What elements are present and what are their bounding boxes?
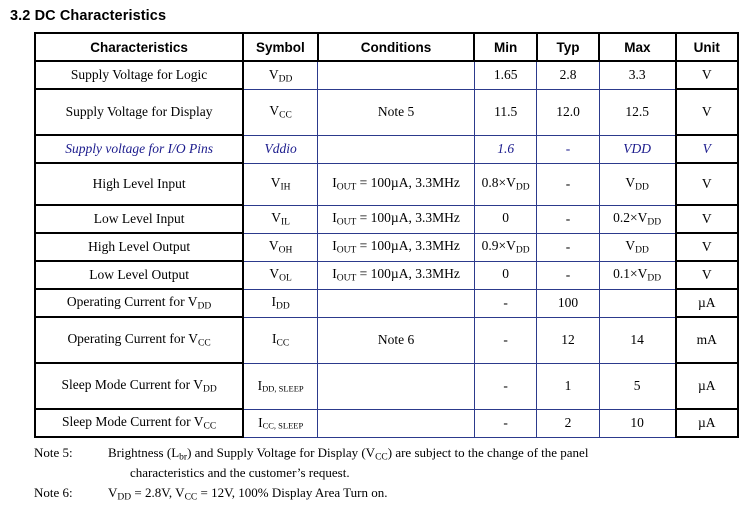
cell-unit: V [676,233,738,261]
min-subscript: DD [515,182,530,193]
symbol-base: I [271,294,277,310]
cell-characteristic: High Level Input [35,163,243,205]
cell-min: - [474,409,536,437]
cell-min [474,163,536,205]
cell-min [474,233,536,261]
col-header-unit: Unit [676,33,738,61]
max-value: V [625,238,636,254]
symbol-base: V [268,66,279,82]
cell-symbol [243,61,317,89]
cell-max [599,289,675,317]
cell-typ: - [537,261,599,289]
cell-min: 11.5 [474,89,536,135]
cell-characteristic: Low Level Output [35,261,243,289]
cell-characteristic [35,363,243,409]
conditions-subscript: OUT [336,245,357,256]
cell-typ: 12.0 [537,89,599,135]
cell-symbol [243,205,317,233]
cell-unit: V [676,163,738,205]
max-subscript: DD [635,182,649,193]
cell-conditions [318,61,475,89]
table-row [35,409,738,437]
note-6-line1-b: = 2.8V, V [131,484,185,500]
table-header [35,33,738,61]
max-value: 0.2×V [613,210,648,226]
cell-symbol [243,261,317,289]
max-subscript: DD [647,273,662,284]
max-value: V [625,175,636,191]
table-row [35,89,738,135]
note-6-line1-c: = 12V, 100% Display Area Turn on. [197,484,388,500]
cell-characteristic: Supply voltage for I/O Pins [35,135,243,163]
cell-unit: µA [676,409,738,437]
cell-unit: V [676,205,738,233]
note-6 [34,484,732,504]
conditions-symbol: I [332,210,337,226]
cell-unit: µA [676,289,738,317]
table-row [35,61,738,89]
table-row [35,317,738,363]
min-value: 0 [502,210,510,226]
note-6-sub-dd: DD [117,492,132,503]
note-5-label: Note 5: [34,445,73,460]
conditions-subscript: OUT [336,217,357,228]
cell-conditions: Note 6 [318,317,475,363]
characteristic-subscript: CC [203,421,217,432]
table-notes [34,444,732,504]
cell-max: 5 [599,363,675,409]
cell-characteristic [35,409,243,437]
table-body [35,61,738,437]
col-header-characteristics: Characteristics [35,33,243,61]
table-row [35,163,738,205]
cell-typ: 12 [537,317,599,363]
min-value: 0 [502,266,510,282]
cell-typ: - [537,205,599,233]
table-row [35,233,738,261]
min-value: 0.9×V [481,238,516,254]
cell-max [599,233,675,261]
cell-conditions [318,205,475,233]
cell-max: 3.3 [599,61,675,89]
note-5-line1-b: ) and Supply Voltage for Display (V [187,445,376,460]
characteristic-subscript: CC [198,338,211,349]
cell-symbol [243,89,317,135]
symbol-base: I [257,378,263,393]
cell-min [474,205,536,233]
note-5-sub-br: br [179,452,188,463]
table-row [35,261,738,289]
conditions-text: = 100µA, 3.3MHz [356,266,460,282]
cell-symbol [243,289,317,317]
cell-typ: 1 [537,363,599,409]
symbol-base: V [269,103,280,119]
symbol-subscript: DD [276,301,290,312]
cell-max [599,261,675,289]
cell-min: - [474,363,536,409]
characteristic-subscript: DD [202,384,217,395]
max-value: 0.1×V [613,266,648,282]
conditions-symbol: I [332,266,337,282]
cell-typ: - [537,135,599,163]
cell-conditions [318,289,475,317]
characteristic-text: Operating Current for V [67,331,199,347]
max-subscript: DD [647,217,662,228]
cell-min: 1.6 [474,135,536,163]
cell-unit: µA [676,363,738,409]
cell-typ: 100 [537,289,599,317]
note-5 [34,444,732,482]
cell-symbol [243,409,317,437]
symbol-subscript: CC, SLEEP [262,420,304,431]
page-title: 3.2 DC Characteristics [10,8,167,24]
cell-unit: V [676,61,738,89]
symbol-base: I [258,415,263,430]
cell-min [474,261,536,289]
col-header-conditions: Conditions [318,33,475,61]
min-subscript: DD [515,245,530,256]
conditions-text: = 100µA, 3.3MHz [356,175,460,191]
note-6-sub-cc: CC [184,492,198,503]
cell-conditions [318,363,475,409]
characteristic-text: Sleep Mode Current for V [61,377,203,393]
cell-unit: V [676,261,738,289]
cell-symbol [243,233,317,261]
col-header-typ: Typ [537,33,599,61]
cell-max [599,205,675,233]
cell-symbol: Vddio [243,135,317,163]
note-5-sub-cc: CC [375,452,388,463]
cell-characteristic: High Level Output [35,233,243,261]
cell-max: 12.5 [599,89,675,135]
max-subscript: DD [635,245,649,256]
cell-conditions [318,233,475,261]
note-6-label: Note 6: [34,484,73,500]
cell-symbol [243,317,317,363]
cell-characteristic: Low Level Input [35,205,243,233]
table-row [35,363,738,409]
cell-conditions: Note 5 [318,89,475,135]
symbol-subscript: DD, SLEEP [262,383,304,394]
cell-typ: 2.8 [537,61,599,89]
symbol-base: V [271,210,282,226]
conditions-subscript: OUT [336,273,357,284]
min-value: 0.8×V [481,175,516,191]
cell-unit: V [676,89,738,135]
note-5-line1-a: Brightness (L [108,445,180,460]
dc-characteristics-table [34,32,739,438]
symbol-base: V [268,238,279,254]
cell-typ: 2 [537,409,599,437]
cell-characteristic [35,289,243,317]
cell-min: - [474,317,536,363]
conditions-symbol: I [332,238,337,254]
conditions-subscript: OUT [336,182,357,193]
cell-typ: - [537,163,599,205]
characteristic-subscript: DD [197,301,212,312]
cell-symbol [243,163,317,205]
cell-conditions [318,163,475,205]
table-row [35,135,738,163]
note-5-line1-c: ) are subject to the change of the panel [387,445,589,460]
cell-max: VDD [599,135,675,163]
characteristic-text: Operating Current for V [66,294,198,310]
conditions-text: = 100µA, 3.3MHz [356,210,460,226]
conditions-symbol: I [332,175,337,191]
symbol-subscript: OL [279,273,292,284]
note-5-line2: characteristics and the customer’s request. [130,465,350,481]
symbol-subscript: CC [276,338,290,349]
symbol-subscript: DD [278,73,293,84]
cell-typ: - [537,233,599,261]
cell-max [599,163,675,205]
symbol-subscript: CC [279,110,292,121]
symbol-subscript: OH [278,245,293,256]
col-header-min: Min [474,33,536,61]
table-header-row [35,33,738,61]
col-header-symbol: Symbol [243,33,317,61]
note-5-text [108,444,732,482]
cell-min: - [474,289,536,317]
symbol-base: V [270,175,281,191]
cell-characteristic: Supply Voltage for Display [35,89,243,135]
col-header-max: Max [599,33,675,61]
note-6-line1-a: V [108,484,118,500]
characteristic-text: Sleep Mode Current for V [62,414,204,430]
cell-min: 1.65 [474,61,536,89]
cell-characteristic [35,317,243,363]
cell-characteristic: Supply Voltage for Logic [35,61,243,89]
cell-max: 14 [599,317,675,363]
symbol-subscript: IH [280,182,291,193]
cell-symbol [243,363,317,409]
cell-max: 10 [599,409,675,437]
cell-unit: V [676,135,738,163]
symbol-base: I [272,331,277,347]
cell-conditions [318,409,475,437]
table-row [35,289,738,317]
table-row [35,205,738,233]
symbol-subscript: IL [281,217,290,228]
note-6-text [108,484,732,504]
conditions-text: = 100µA, 3.3MHz [356,238,460,254]
cell-conditions [318,261,475,289]
cell-conditions [318,135,475,163]
symbol-base: V [269,266,280,282]
cell-unit: mA [676,317,738,363]
